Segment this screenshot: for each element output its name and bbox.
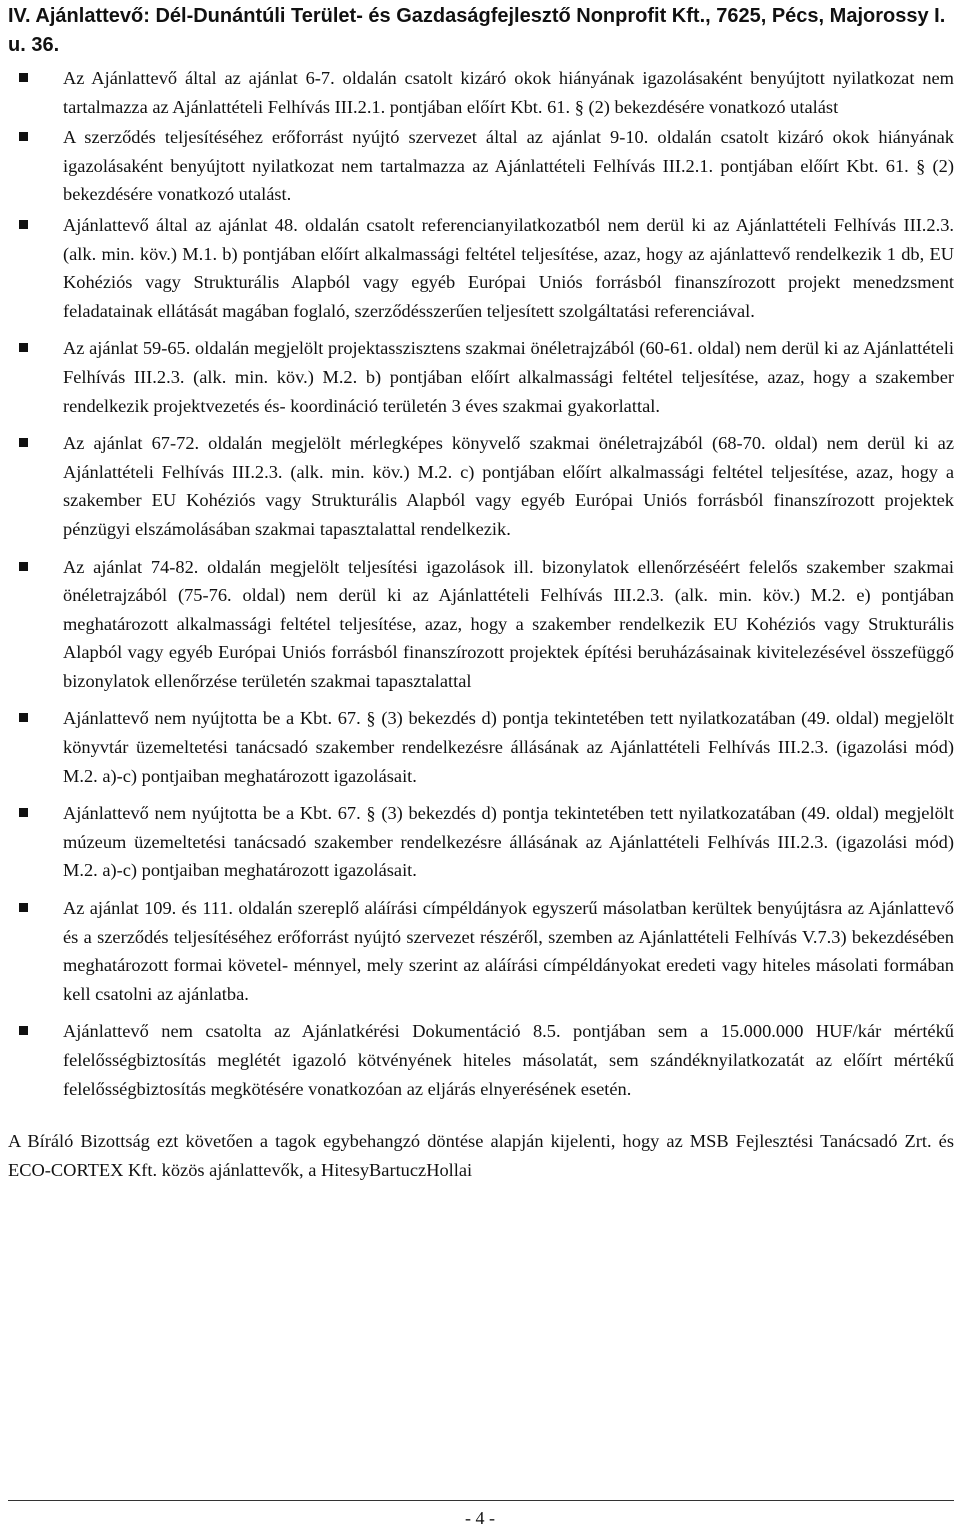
- list-item: [8, 799, 954, 885]
- page-number: - 4 -: [465, 1508, 495, 1528]
- list-item-text: Ajánlattevő nem nyújtotta be a Kbt. 67. § (3) bekezdés d) pontja tekintetében tett nyilatkozatában (49. oldal) megjelölt könyvtár üzemeltetési tanácsadó szakember rendelkezésre állásának az Ajánlattételi Felhívás III.2.3. (igazolási mód) M.2. a)-c) pontjaiban meghatározott igazolásait.: [63, 708, 954, 786]
- list-item: [8, 64, 954, 121]
- list-item-text: Az ajánlat 74-82. oldalán megjelölt teljesítési igazolások ill. bizonylatok ellenőrzéséért felelős szakember szakmai önéletrajzából (75-76. oldal) nem derül ki az Ajánlattételi Felhívás III.2.3. (alk. min. köv.) M.2. e) pontjában meghatározott alkalmassági feltétel teljesítése, azaz, hogy a szakember rendelkezik EU Kohéziós vagy Strukturális Alapból vagy egyéb Európai Uniós forrásból finanszírozott projektek építési beruházásainak kivitelezésével összefüggő bizonylatok ellenőrzése területén szakmai tapasztalattal: [63, 556, 954, 691]
- list-item: [8, 1017, 954, 1103]
- list-item: [8, 123, 954, 209]
- document-page: [8, 0, 954, 1184]
- list-item: [8, 429, 954, 543]
- square-bullet-icon: [19, 438, 28, 447]
- square-bullet-icon: [19, 562, 28, 571]
- square-bullet-icon: [19, 713, 28, 722]
- list-item: [8, 704, 954, 790]
- footer-divider: [8, 1500, 954, 1501]
- square-bullet-icon: [19, 343, 28, 352]
- list-item: [8, 894, 954, 1008]
- list-item-text: Ajánlattevő nem nyújtotta be a Kbt. 67. § (3) bekezdés d) pontja tekintetében tett nyilatkozatában (49. oldal) megjelölt múzeum üzemeltetési tanácsadó szakember rendelkezésre állásának az Ajánlattételi Felhívás III.2.3. (igazolási mód) M.2. a)-c) pontjaiban meghatározott igazolásait.: [63, 803, 954, 881]
- list-item-text: Az ajánlat 59-65. oldalán megjelölt projektasszisztens szakmai önéletrajzából (60-61. oldal) nem derül ki az Ajánlattételi Felhívás III.2.3. (alk. min. köv.) M.2. b) pontjában előírt alkalmassági feltétel teljesítése, azaz, hogy a szakember rendelkezik projektvezetés és- koordináció területén 3 éves szakmai gyakorlattal.: [63, 338, 954, 416]
- square-bullet-icon: [19, 1026, 28, 1035]
- list-item-text: Ajánlattevő nem csatolta az Ajánlatkérési Dokumentáció 8.5. pontjában sem a 15.000.000 HUF/kár mértékű felelősségbiztosítás meglétét igazoló kötvényének hiteles másolatát, sem szándéknyilatkozatát az előírt mértékű felelősségbiztosítás megkötésére vonatkozóan az eljárás elnyerésének esetén.: [63, 1021, 954, 1099]
- list-item: [8, 211, 954, 325]
- list-item-text: Az ajánlat 109. és 111. oldalán szereplő aláírási címpéldányok egyszerű másolatban kerültek benyújtásra az Ajánlattevő és a szerződés teljesítéséhez erőforrást nyújtó szervezet részéről, szemben az Ajánlattételi Felhívás V.7.3) bekezdésében meghatározott formai követel- ménnyel, mely szerint az aláírási címpéldányokat eredeti vagy hiteles másolati formában kell csatolni az ajánlatba.: [63, 898, 954, 1004]
- list-item-text: Ajánlattevő által az ajánlat 48. oldalán csatolt referencianyilatkozatból nem derül ki az Ajánlattételi Felhívás III.2.3. (alk. min. köv.) M.1. b) pontjában előírt alkalmassági feltétel teljesítése, azaz, hogy az ajánlattevő rendelkezik 1 db, EU Kohéziós vagy Strukturális Alapból vagy egyéb Európai Uniós forrásból finanszírozott projekt menedzsment feladatainak ellátását magában foglaló, szerződésszerűen teljesített szolgáltatási referenciával.: [63, 214, 954, 321]
- square-bullet-icon: [19, 220, 28, 229]
- square-bullet-icon: [19, 808, 28, 817]
- square-bullet-icon: [19, 73, 28, 82]
- square-bullet-icon: [19, 903, 28, 912]
- findings-list: [8, 64, 954, 1103]
- section-heading: IV. Ajánlattevő: Dél-Dunántúli Terület- és Gazdaságfejlesztő Nonprofit Kft., 7625, Pécs, Majorossy I. u. 36.: [8, 5, 946, 56]
- list-item-text: Az Ajánlattevő által az ajánlat 6-7. oldalán csatolt kizáró okok hiányának igazolásaként benyújtott nyilatkozat nem tartalmazza az Ajánlattételi Felhívás III.2.1. pontjában előírt Kbt. 61. § (2) bekezdésére vonatkozó utalást: [63, 68, 954, 117]
- list-item: [8, 553, 954, 696]
- list-item: [8, 334, 954, 420]
- square-bullet-icon: [19, 132, 28, 141]
- list-item-text: Az ajánlat 67-72. oldalán megjelölt mérlegképes könyvelő szakmai önéletrajzából (68-70. oldal) nem derül ki az Ajánlattételi Felhívás III.2.3. (alk. min. köv.) M.2. c) pontjában előírt alkalmassági feltétel teljesítése, azaz, hogy a szakember EU Kohéziós vagy Strukturális Alapból vagy egyéb Európai Uniós forrásból finanszírozott projektek pénzügyi elszámolásában szakmai tapasztalattal rendelkezik.: [63, 433, 954, 539]
- list-item-text: A szerződés teljesítéséhez erőforrást nyújtó szervezet által az ajánlat 9-10. oldalán csatolt kizáró okok hiányának igazolásaként benyújtott nyilatkozat nem tartalmazza az Ajánlattételi Felhívás III.2.1. pontjában előírt Kbt. 61. § (2) bekezdésére vonatkozó utalást.: [63, 127, 954, 205]
- closing-paragraph: A Bíráló Bizottság ezt követően a tagok egybehangzó döntése alapján kijelenti, hogy az MSB Fejlesztési Tanácsadó Zrt. és ECO-CORTEX Kft. közös ajánlattevők, a HitesyBartuczHollai: [8, 1131, 954, 1180]
